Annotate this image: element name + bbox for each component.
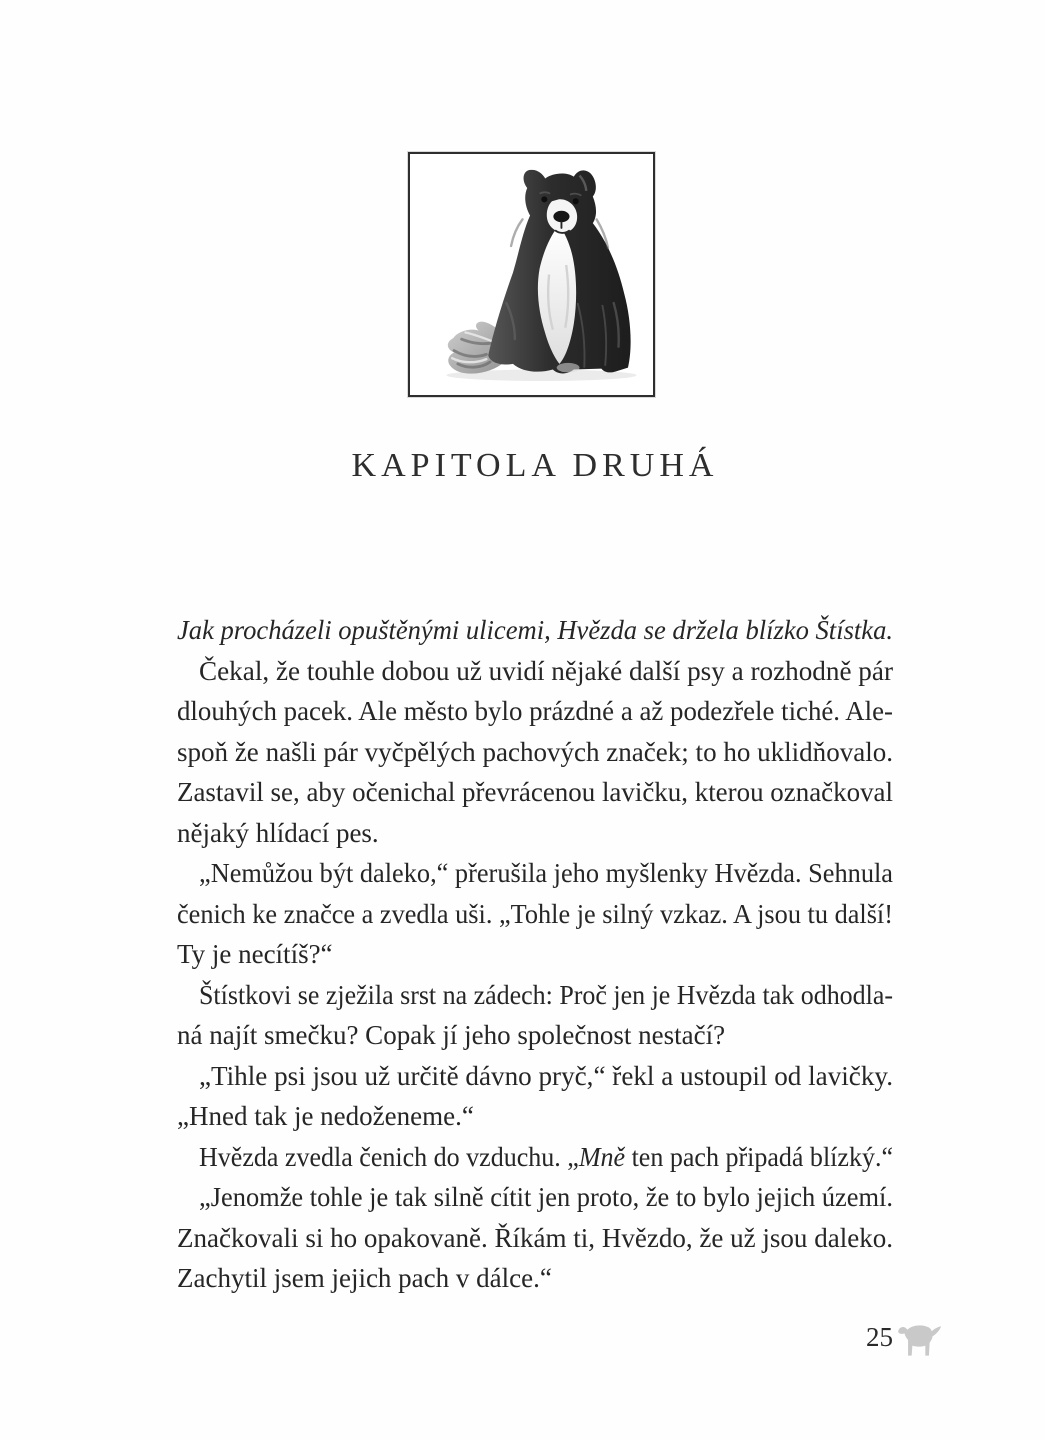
text-line: „Tihle psi jsou už určitě dávno pryč,“ řekl a ustoupil od lavičky. <box>199 1060 893 1091</box>
text-line: „Nemůžou být daleko,“ přerušila jeho myšlenky Hvězda. Sehnula <box>199 858 893 888</box>
text-line: „Jenomže tohle je tak silně cítit jen proto, že to bylo jejich území. <box>199 1182 893 1212</box>
chapter-title: KAPITOLA DRUHÁ <box>351 447 719 484</box>
text-line: Značkovali si ho opakovaně. Říkám ti, Hvězdo, že už jsou daleko. <box>177 1222 893 1253</box>
body-text <box>177 610 893 1299</box>
text-line: Hvězda zvedla čenich do vzduchu. „Mně ten pach připadá blízký.“ <box>199 1141 893 1172</box>
text-line: ná najít smečku? Copak jí jeho společnost nestačí? <box>177 1020 726 1050</box>
text-line: Čekal, že touhle dobou už uvidí nějaké další psy a rozhodně pár <box>199 655 893 686</box>
text-line: Ty je necítíš?“ <box>177 939 333 969</box>
text-line: dlouhých pacek. Ale město bylo prázdné a až podezřele tiché. Ale- <box>177 696 893 726</box>
text-line: Štístkovi se zježila srst na zádech: Proč jen je Hvězda tak odhodla- <box>199 979 893 1010</box>
text-line: čenich ke značce a zvedla uši. „Tohle je silný vzkaz. A jsou tu další! <box>177 898 893 929</box>
text-line: Jak procházeli opuštěnými ulicemi, Hvězda se držela blízko Štístka. <box>177 615 893 645</box>
illustration-frame <box>408 152 655 397</box>
dog-silhouette-icon <box>898 1318 944 1366</box>
sitting-border-collie-illustration <box>416 160 647 389</box>
page-number: 25 <box>866 1322 893 1352</box>
text-line: Zachytil jsem jejich pach v dálce.“ <box>177 1263 552 1293</box>
text-line: spoň že našli pár vyčpělých pachových značek; to ho uklidňovalo. <box>177 736 893 767</box>
text-line: „Hned tak je nedoženeme.“ <box>177 1101 474 1131</box>
text-line: Zastavil se, aby očenichal převrácenou lavičku, kterou označkoval <box>177 777 893 807</box>
text-line: nějaký hlídací pes. <box>177 817 379 848</box>
